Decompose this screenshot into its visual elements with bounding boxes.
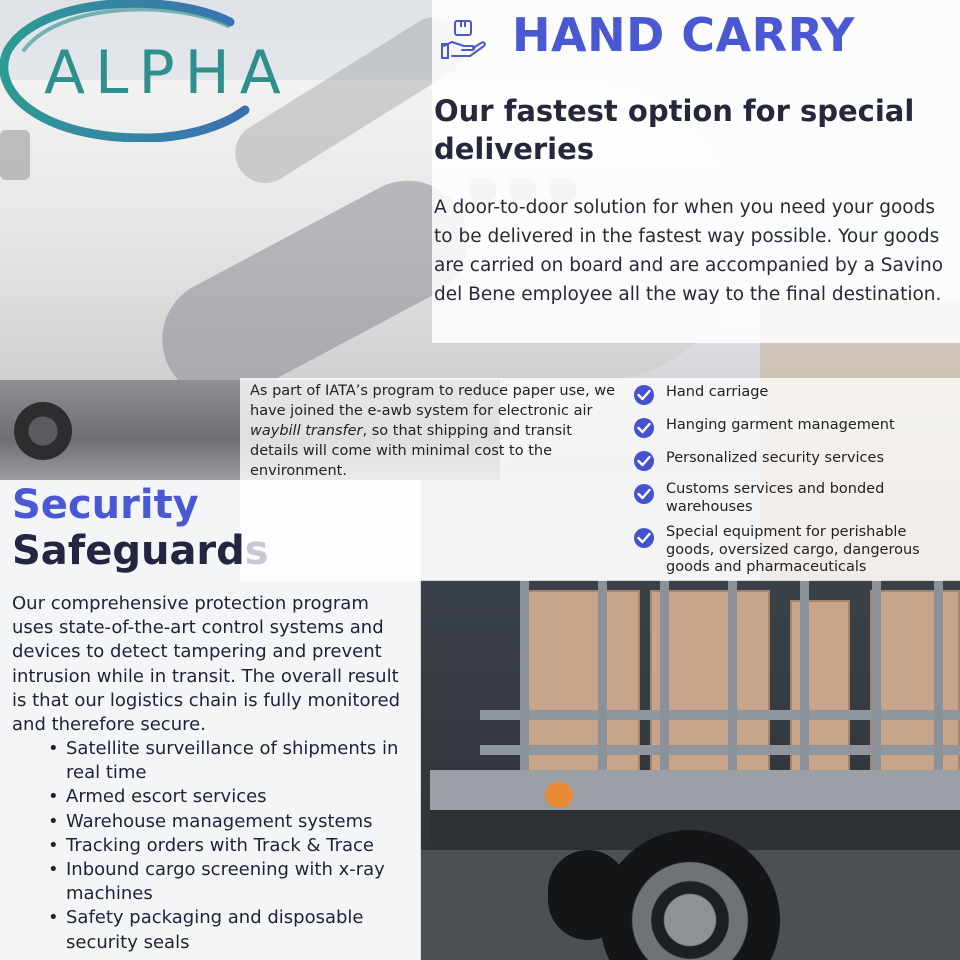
service-label: Hand carriage: [666, 384, 769, 400]
alpha-logo: [0, 0, 340, 142]
hand-package-icon: [440, 16, 488, 64]
check-circle-icon: [634, 418, 654, 438]
logo-text: ALPHA: [44, 38, 291, 108]
truck-post: [800, 580, 809, 780]
security-title-faded: s: [244, 528, 269, 574]
truck-rail: [480, 710, 960, 720]
security-title-line2: [12, 528, 269, 574]
security-title-line1: Security: [12, 482, 199, 528]
service-label: Special equipment for perishable goods, oversized cargo, dangerous goods and pharmaceuticals: [666, 524, 920, 575]
cargo-box: [790, 600, 850, 790]
service-label: Hanging garment management: [666, 417, 895, 433]
security-list-item: • Satellite surveillance of shipments in real time: [66, 737, 416, 785]
security-list-item: • Inbound cargo screening with x-ray machines: [66, 858, 416, 906]
security-list-item: • Safety packaging and disposable security seals: [66, 906, 416, 954]
check-circle-icon: [634, 451, 654, 471]
truck-post: [598, 580, 607, 780]
iata-paragraph: [250, 381, 620, 481]
truck-reflector: [545, 782, 573, 808]
hand-carry-body: A door-to-door solution for when you need your goods to be delivered in the fastest way possible. Your goods are carried on board and are accompanied by a Savino del Bene employee all the way to the final destination.: [434, 197, 944, 305]
check-circle-icon: [634, 385, 654, 405]
truck-post: [520, 580, 529, 780]
check-circle-icon: [634, 484, 654, 504]
security-title-main: Safeguard: [12, 528, 245, 574]
hand-carry-subtitle: Our fastest option for special deliveries: [434, 94, 915, 166]
security-body: Our comprehensive protection program uses state-of-the-art control systems and devices to detect tampering and prevent intrusion while in transit. The overall result is that our logistics chain is fully monitored and therefore secure.: [12, 593, 401, 736]
truck-post: [728, 580, 737, 780]
security-list-item: • Tracking orders with Track & Trace: [66, 834, 416, 858]
truck-post: [872, 580, 881, 780]
security-list: [66, 737, 416, 955]
security-list-item: • Armed escort services: [66, 785, 416, 809]
check-circle-icon: [634, 528, 654, 548]
truck-rail: [480, 745, 960, 755]
iata-text-part: As part of IATA’s program to reduce paper use, we have joined the e-awb system for electronic air: [250, 383, 616, 419]
hand-carry-title: HAND CARRY: [512, 8, 855, 62]
security-list-item: • Warehouse management systems: [66, 810, 416, 834]
truck-post: [934, 580, 943, 780]
iata-text-italic: waybill transfer: [250, 423, 363, 439]
service-label: Customs services and bonded warehouses: [666, 481, 885, 515]
service-label: Personalized security services: [666, 450, 885, 466]
truck-post: [660, 580, 669, 780]
landing-gear-wheel: [14, 402, 72, 460]
truck-bed: [430, 770, 960, 810]
iata-text-part: , so that shipping and transit details will come with minimal cost to the environment.: [250, 423, 572, 479]
